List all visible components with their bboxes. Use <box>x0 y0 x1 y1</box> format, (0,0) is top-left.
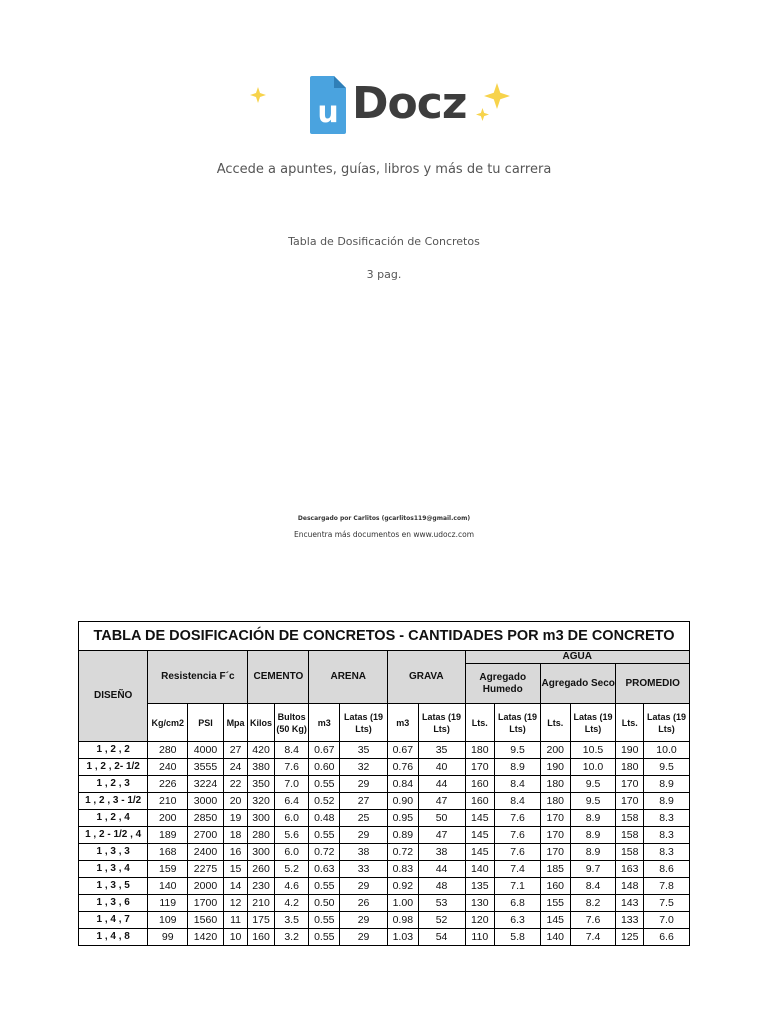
table-row <box>79 878 690 895</box>
table-cell: 240 <box>148 759 188 776</box>
table-cell: 6.3 <box>495 912 541 929</box>
table-cell: 11 <box>223 912 247 929</box>
table-cell: 7.0 <box>274 776 309 793</box>
table-row <box>79 827 690 844</box>
table-cell: 210 <box>248 895 275 912</box>
table-cell: 210 <box>148 793 188 810</box>
table-cell: 163 <box>616 861 644 878</box>
table-row <box>79 810 690 827</box>
table-cell: 4.6 <box>274 878 309 895</box>
table-cell: 170 <box>616 776 644 793</box>
cement-header: CEMENTO <box>248 651 309 704</box>
table-cell: 7.1 <box>495 878 541 895</box>
table-cell: 170 <box>465 759 495 776</box>
table-cell: 6.8 <box>495 895 541 912</box>
table-cell: 8.6 <box>643 861 689 878</box>
sparkle-icon <box>484 83 510 109</box>
table-cell: 44 <box>418 861 465 878</box>
table-cell: 5.6 <box>274 827 309 844</box>
table-cell: 7.0 <box>643 912 689 929</box>
table-cell: 8.9 <box>570 810 616 827</box>
table-cell: 189 <box>148 827 188 844</box>
table-row <box>79 776 690 793</box>
table-cell: 380 <box>248 759 275 776</box>
table-cell: 25 <box>340 810 388 827</box>
table-cell: 110 <box>465 929 495 946</box>
table-row <box>79 759 690 776</box>
column-subheader: Latas (19 Lts) <box>340 704 388 742</box>
table-cell: 9.7 <box>570 861 616 878</box>
table-cell: 9.5 <box>643 759 689 776</box>
tagline: Accede a apuntes, guías, libros y más de tu carrera <box>216 162 552 177</box>
table-cell: 27 <box>340 793 388 810</box>
table-row <box>79 912 690 929</box>
table-cell: 0.55 <box>309 827 340 844</box>
table-cell: 47 <box>418 827 465 844</box>
water-header: AGUA <box>465 651 689 664</box>
table-cell: 0.83 <box>388 861 419 878</box>
table-cell: 2000 <box>188 878 224 895</box>
table-cell: 170 <box>616 793 644 810</box>
table-cell: 8.4 <box>495 776 541 793</box>
design-cell: 1 , 2 , 2 <box>79 742 148 759</box>
table-cell: 6.0 <box>274 844 309 861</box>
table-cell: 0.48 <box>309 810 340 827</box>
table-cell: 260 <box>248 861 275 878</box>
table-cell: 26 <box>340 895 388 912</box>
table-cell: 2400 <box>188 844 224 861</box>
page-count: 3 pag. <box>366 268 402 281</box>
table-cell: 6.4 <box>274 793 309 810</box>
table-cell: 1.00 <box>388 895 419 912</box>
table-cell: 180 <box>540 793 570 810</box>
sparkle-icon <box>250 87 266 103</box>
table-cell: 4.2 <box>274 895 309 912</box>
brand-name: Docz <box>352 78 467 129</box>
table-cell: 7.6 <box>495 810 541 827</box>
column-subheader: Latas (19 Lts) <box>495 704 541 742</box>
table-cell: 0.52 <box>309 793 340 810</box>
table-cell: 3.2 <box>274 929 309 946</box>
table-cell: 160 <box>248 929 275 946</box>
table-cell: 7.6 <box>495 827 541 844</box>
table-cell: 160 <box>465 776 495 793</box>
sparkle-icon <box>476 108 489 121</box>
column-subheader: Latas (19 Lts) <box>418 704 465 742</box>
more-documents-note[interactable]: Encuentra más documentos en www.udocz.com <box>293 530 475 539</box>
table-cell: 125 <box>616 929 644 946</box>
table-cell: 3224 <box>188 776 224 793</box>
table-cell: 53 <box>418 895 465 912</box>
table-cell: 145 <box>465 844 495 861</box>
table-row <box>79 793 690 810</box>
table-cell: 0.95 <box>388 810 419 827</box>
table-cell: 320 <box>248 793 275 810</box>
table-cell: 140 <box>465 861 495 878</box>
table-row <box>79 929 690 946</box>
table-cell: 180 <box>616 759 644 776</box>
table-cell: 29 <box>340 878 388 895</box>
table-cell: 4000 <box>188 742 224 759</box>
logo-badge-letter: u <box>317 95 339 130</box>
table-cell: 0.84 <box>388 776 419 793</box>
design-cell: 1 , 2 - 1/2 , 4 <box>79 827 148 844</box>
table-cell: 185 <box>540 861 570 878</box>
table-cell: 175 <box>248 912 275 929</box>
table-cell: 7.6 <box>570 912 616 929</box>
document-logo-icon <box>308 74 348 136</box>
column-subheader: Lts. <box>616 704 644 742</box>
udocz-logo[interactable] <box>300 68 470 138</box>
table-cell: 0.55 <box>309 912 340 929</box>
table-cell: 159 <box>148 861 188 878</box>
design-cell: 1 , 4 , 7 <box>79 912 148 929</box>
table-cell: 29 <box>340 827 388 844</box>
table-cell: 9.5 <box>570 793 616 810</box>
table-cell: 19 <box>223 810 247 827</box>
table-cell: 18 <box>223 827 247 844</box>
table-cell: 2275 <box>188 861 224 878</box>
design-cell: 1 , 4 , 8 <box>79 929 148 946</box>
table-cell: 180 <box>465 742 495 759</box>
design-cell: 1 , 2 , 2- 1/2 <box>79 759 148 776</box>
table-cell: 7.8 <box>643 878 689 895</box>
table-cell: 7.6 <box>274 759 309 776</box>
table-cell: 9.5 <box>570 776 616 793</box>
table-cell: 158 <box>616 827 644 844</box>
table-cell: 20 <box>223 793 247 810</box>
table-cell: 8.3 <box>643 827 689 844</box>
table-cell: 170 <box>540 827 570 844</box>
table-cell: 35 <box>340 742 388 759</box>
download-note: Descargado por Carlitos (gcarlitos119@gmail.com) <box>297 515 471 522</box>
table-cell: 47 <box>418 793 465 810</box>
column-subheader: PSI <box>188 704 224 742</box>
table-cell: 40 <box>418 759 465 776</box>
table-cell: 0.90 <box>388 793 419 810</box>
table-cell: 10.0 <box>643 742 689 759</box>
table-cell: 29 <box>340 776 388 793</box>
table-cell: 0.60 <box>309 759 340 776</box>
column-subheader: Bultos (50 Kg) <box>274 704 309 742</box>
table-cell: 44 <box>418 776 465 793</box>
table-cell: 190 <box>616 742 644 759</box>
table-cell: 0.72 <box>309 844 340 861</box>
table-cell: 230 <box>248 878 275 895</box>
column-subheader: m3 <box>309 704 340 742</box>
column-subheader: Mpa <box>223 704 247 742</box>
table-row <box>79 861 690 878</box>
column-subheader: Kg/cm2 <box>148 704 188 742</box>
table-cell: 7.4 <box>570 929 616 946</box>
table-cell: 1560 <box>188 912 224 929</box>
table-cell: 35 <box>418 742 465 759</box>
table-cell: 170 <box>540 810 570 827</box>
sand-header: ARENA <box>309 651 388 704</box>
column-subheader: Kilos <box>248 704 275 742</box>
wet-aggregate-header: Agregado Humedo <box>465 664 540 704</box>
table-cell: 350 <box>248 776 275 793</box>
table-cell: 50 <box>418 810 465 827</box>
table-cell: 8.9 <box>570 827 616 844</box>
table-cell: 5.2 <box>274 861 309 878</box>
table-cell: 10.5 <box>570 742 616 759</box>
table-cell: 8.4 <box>274 742 309 759</box>
table-cell: 8.9 <box>570 844 616 861</box>
table-cell: 3.5 <box>274 912 309 929</box>
table-cell: 8.3 <box>643 844 689 861</box>
table-cell: 52 <box>418 912 465 929</box>
table-cell: 8.9 <box>643 793 689 810</box>
design-cell: 1 , 3 , 3 <box>79 844 148 861</box>
design-cell: 1 , 3 , 6 <box>79 895 148 912</box>
dosage-table <box>78 621 690 946</box>
table-cell: 1700 <box>188 895 224 912</box>
table-cell: 0.67 <box>388 742 419 759</box>
table-cell: 7.6 <box>495 844 541 861</box>
table-title: TABLA DE DOSIFICACIÓN DE CONCRETOS - CANTIDADES POR m3 DE CONCRETO <box>79 622 690 651</box>
table-cell: 27 <box>223 742 247 759</box>
table-cell: 0.92 <box>388 878 419 895</box>
table-cell: 130 <box>465 895 495 912</box>
column-subheader: Lts. <box>540 704 570 742</box>
design-cell: 1 , 2 , 3 <box>79 776 148 793</box>
table-cell: 7.4 <box>495 861 541 878</box>
table-cell: 0.50 <box>309 895 340 912</box>
table-cell: 180 <box>540 776 570 793</box>
table-cell: 2850 <box>188 810 224 827</box>
table-cell: 29 <box>340 929 388 946</box>
table-cell: 8.2 <box>570 895 616 912</box>
table-cell: 22 <box>223 776 247 793</box>
table-cell: 300 <box>248 810 275 827</box>
table-cell: 148 <box>616 878 644 895</box>
table-cell: 3000 <box>188 793 224 810</box>
table-cell: 16 <box>223 844 247 861</box>
table-cell: 280 <box>248 827 275 844</box>
table-cell: 15 <box>223 861 247 878</box>
table-cell: 8.9 <box>643 776 689 793</box>
table-cell: 0.67 <box>309 742 340 759</box>
table-cell: 158 <box>616 844 644 861</box>
table-cell: 160 <box>540 878 570 895</box>
table-cell: 8.4 <box>495 793 541 810</box>
table-cell: 420 <box>248 742 275 759</box>
table-cell: 119 <box>148 895 188 912</box>
table-cell: 7.5 <box>643 895 689 912</box>
table-cell: 14 <box>223 878 247 895</box>
average-header: PROMEDIO <box>616 664 690 704</box>
table-cell: 6.6 <box>643 929 689 946</box>
resistance-header: Resistencia F´c <box>148 651 248 704</box>
table-row <box>79 895 690 912</box>
table-cell: 2700 <box>188 827 224 844</box>
table-cell: 29 <box>340 912 388 929</box>
table-row <box>79 844 690 861</box>
table-cell: 3555 <box>188 759 224 776</box>
table-cell: 1420 <box>188 929 224 946</box>
document-title[interactable]: Tabla de Dosificación de Concretos <box>288 235 480 248</box>
table-cell: 143 <box>616 895 644 912</box>
table-cell: 10 <box>223 929 247 946</box>
table-cell: 38 <box>340 844 388 861</box>
table-cell: 145 <box>540 912 570 929</box>
table-cell: 0.72 <box>388 844 419 861</box>
table-cell: 168 <box>148 844 188 861</box>
table-cell: 109 <box>148 912 188 929</box>
table-cell: 0.55 <box>309 878 340 895</box>
table-cell: 120 <box>465 912 495 929</box>
table-cell: 9.5 <box>495 742 541 759</box>
table-cell: 8.4 <box>570 878 616 895</box>
table-cell: 145 <box>465 810 495 827</box>
table-cell: 135 <box>465 878 495 895</box>
table-cell: 54 <box>418 929 465 946</box>
table-cell: 8.9 <box>495 759 541 776</box>
design-header: DISEÑO <box>79 651 148 742</box>
table-cell: 280 <box>148 742 188 759</box>
design-cell: 1 , 2 , 3 - 1/2 <box>79 793 148 810</box>
table-cell: 160 <box>465 793 495 810</box>
table-cell: 0.76 <box>388 759 419 776</box>
table-cell: 0.63 <box>309 861 340 878</box>
table-cell: 0.89 <box>388 827 419 844</box>
table-cell: 38 <box>418 844 465 861</box>
table-cell: 8.3 <box>643 810 689 827</box>
table-cell: 158 <box>616 810 644 827</box>
column-subheader: m3 <box>388 704 419 742</box>
table-cell: 5.8 <box>495 929 541 946</box>
column-subheader: Lts. <box>465 704 495 742</box>
table-cell: 24 <box>223 759 247 776</box>
table-cell: 200 <box>148 810 188 827</box>
table-cell: 1.03 <box>388 929 419 946</box>
table-cell: 0.55 <box>309 929 340 946</box>
table-cell: 140 <box>540 929 570 946</box>
column-subheader: Latas (19 Lts) <box>643 704 689 742</box>
table-cell: 10.0 <box>570 759 616 776</box>
table-cell: 33 <box>340 861 388 878</box>
table-cell: 32 <box>340 759 388 776</box>
table-cell: 155 <box>540 895 570 912</box>
gravel-header: GRAVA <box>388 651 466 704</box>
table-cell: 99 <box>148 929 188 946</box>
design-cell: 1 , 3 , 4 <box>79 861 148 878</box>
design-cell: 1 , 3 , 5 <box>79 878 148 895</box>
column-subheader: Latas (19 Lts) <box>570 704 616 742</box>
table-cell: 226 <box>148 776 188 793</box>
table-row <box>79 742 690 759</box>
table-cell: 133 <box>616 912 644 929</box>
table-cell: 0.98 <box>388 912 419 929</box>
table-cell: 170 <box>540 844 570 861</box>
table-cell: 6.0 <box>274 810 309 827</box>
table-cell: 300 <box>248 844 275 861</box>
design-cell: 1 , 2 , 4 <box>79 810 148 827</box>
table-cell: 200 <box>540 742 570 759</box>
table-cell: 48 <box>418 878 465 895</box>
table-cell: 145 <box>465 827 495 844</box>
table-cell: 140 <box>148 878 188 895</box>
table-cell: 0.55 <box>309 776 340 793</box>
dry-aggregate-header: Agregado Seco <box>540 664 615 704</box>
table-cell: 12 <box>223 895 247 912</box>
table-cell: 190 <box>540 759 570 776</box>
